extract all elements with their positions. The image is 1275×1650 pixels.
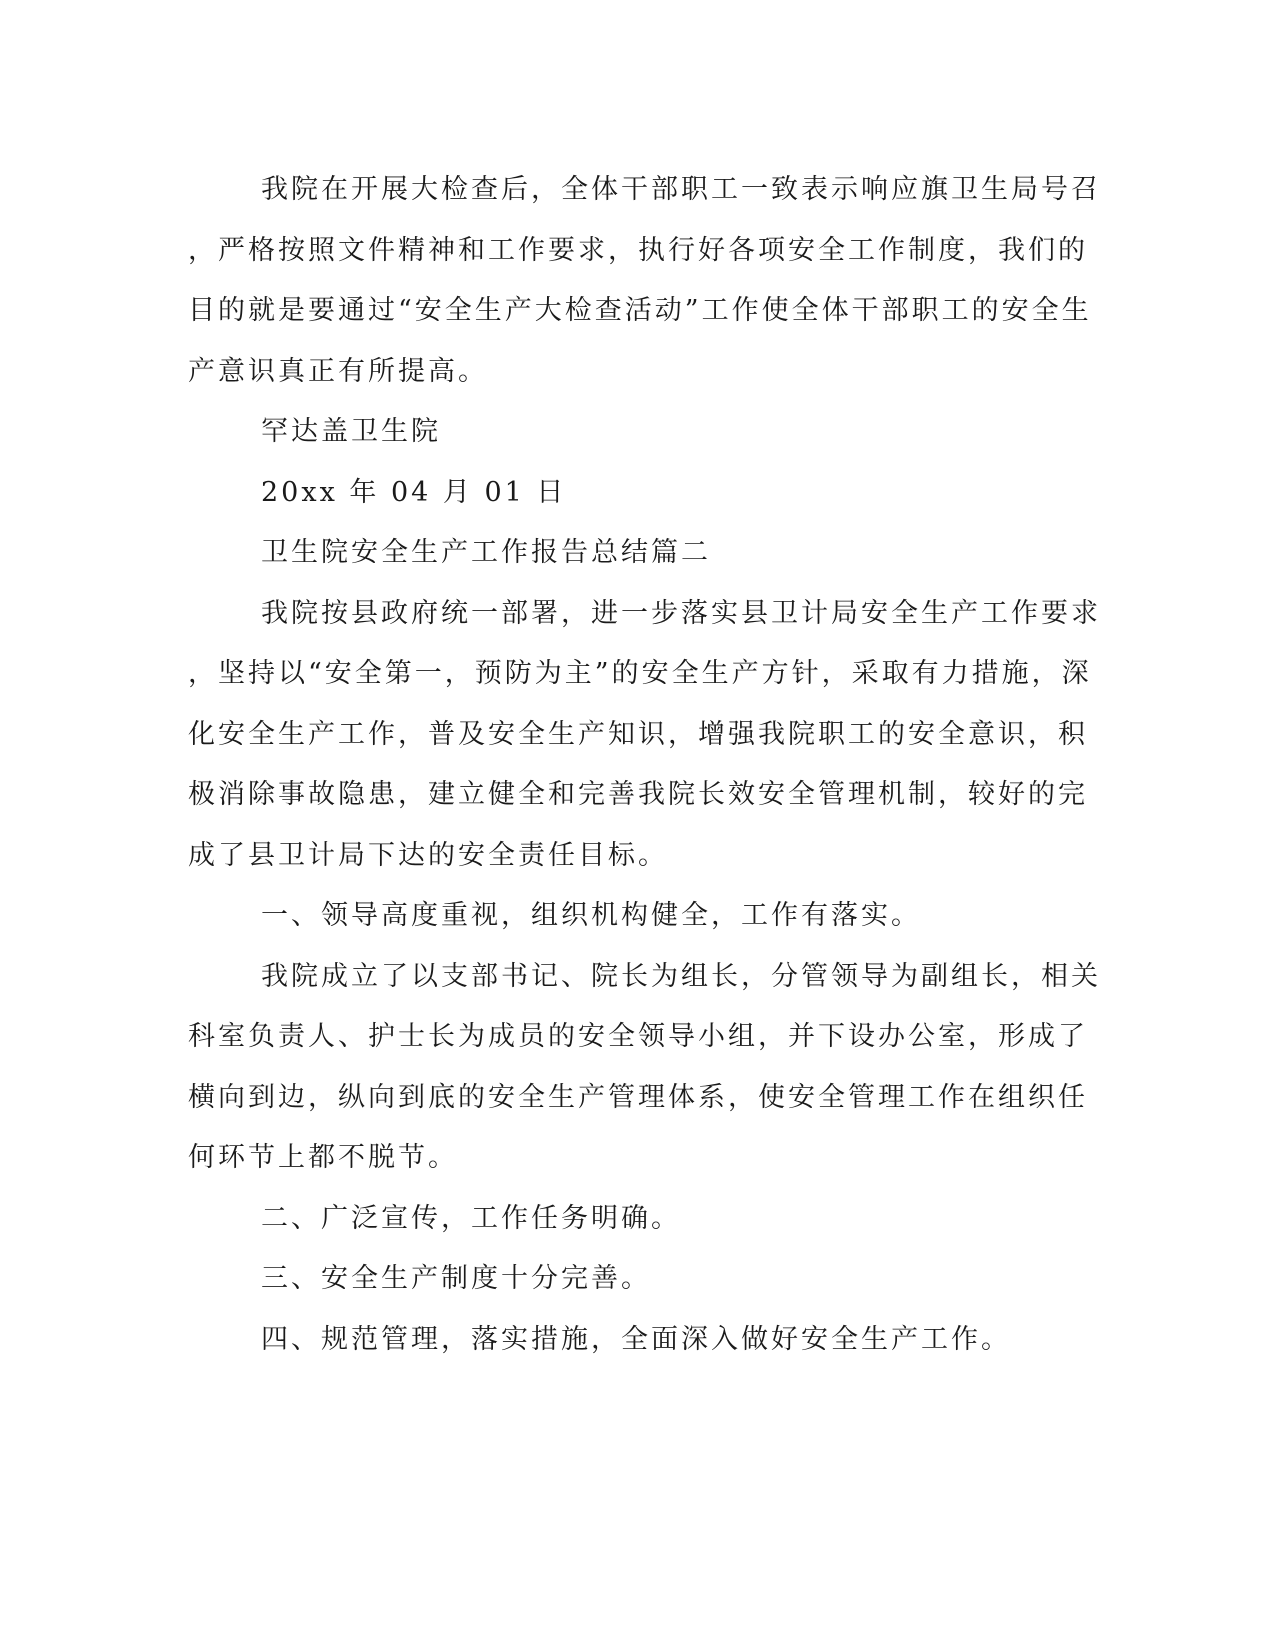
paragraph-line: 产意识真正有所提高。 bbox=[188, 355, 488, 387]
heading-rules: 三、安全生产制度十分完善。 bbox=[261, 1263, 651, 1294]
heading-management: 四、规范管理，落实措施，全面深入做好安全生产工作。 bbox=[261, 1323, 1011, 1355]
heading-publicity: 二、广泛宣传，工作任务明确。 bbox=[261, 1202, 681, 1234]
paragraph-line: 我院成立了以支部书记、院长为组长，分管领导为副组长，相关 bbox=[261, 960, 1101, 992]
paragraph-line: 何环节上都不脱节。 bbox=[188, 1142, 458, 1173]
paragraph-line: 化安全生产工作，普及安全生产知识，增强我院职工的安全意识，积 bbox=[188, 718, 1088, 750]
paragraph-line: 横向到边，纵向到底的安全生产管理体系，使安全管理工作在组织任 bbox=[188, 1081, 1088, 1113]
paragraph-line: 目的就是要通过“安全生产大检查活动”工作使全体干部职工的安全生 bbox=[188, 295, 1092, 326]
paragraph-line: 我院按县政府统一部署，进一步落实县卫计局安全生产工作要求 bbox=[261, 597, 1101, 629]
signature-date: 20xx 年 04 月 01 日 bbox=[261, 476, 567, 508]
paragraph-line: ，严格按照文件精神和工作要求，执行好各项安全工作制度，我们的 bbox=[188, 234, 1088, 266]
heading-leadership: 一、领导高度重视，组织机构健全，工作有落实。 bbox=[261, 900, 921, 931]
signature-organization: 罕达盖卫生院 bbox=[261, 416, 441, 447]
document-body bbox=[188, 160, 1101, 1370]
paragraph-line: 我院在开展大检查后，全体干部职工一致表示响应旗卫生局号召 bbox=[261, 174, 1101, 205]
paragraph-line: 成了县卫计局下达的安全责任目标。 bbox=[188, 839, 668, 871]
section-title: 卫生院安全生产工作报告总结篇二 bbox=[261, 537, 711, 568]
paragraph-line: 极消除事故隐患，建立健全和完善我院长效安全管理机制，较好的完 bbox=[188, 779, 1088, 810]
paragraph-line: ，坚持以“安全第一，预防为主”的安全生产方针，采取有力措施，深 bbox=[188, 658, 1092, 689]
paragraph-line: 科室负责人、护士长为成员的安全领导小组，并下设办公室，形成了 bbox=[188, 1021, 1088, 1052]
